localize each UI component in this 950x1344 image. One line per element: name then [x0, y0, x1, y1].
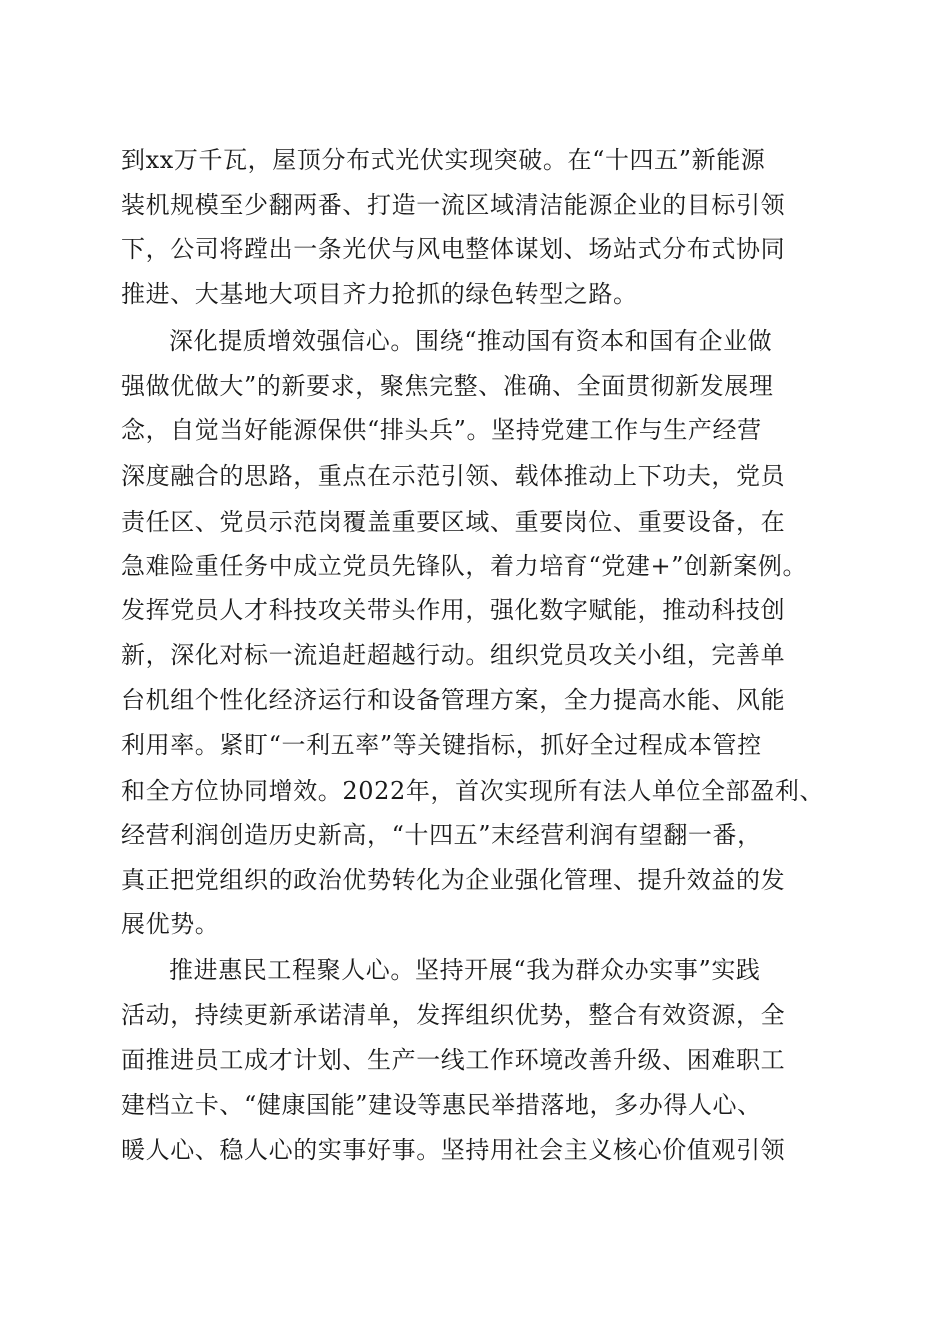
- text-line: 面推进员工成才计划、生产一线工作环境改善升级、困难职工: [121, 1046, 786, 1074]
- text-line: 深度融合的思路，重点在示范引领、载体推动上下功夫，党员: [121, 462, 786, 490]
- paragraph-heading-line: 深化提质增效强信心。围绕“推动国有资本和国有企业做: [169, 327, 773, 355]
- text-line: 装机规模至少翻两番、打造一流区域清洁能源企业的目标引领: [121, 191, 786, 219]
- text-line: 真正把党组织的政治优势转化为企业强化管理、提升效益的发: [121, 866, 786, 894]
- text-line: 急难险重任务中成立党员先锋队，着力培育“党建+”创新案例。: [121, 552, 808, 580]
- text-line: 推进、大基地大项目齐力抢抓的绿色转型之路。: [121, 280, 638, 308]
- paragraph-heading-line: 推进惠民工程聚人心。坚持开展“我为群众办实事”实践: [169, 956, 761, 984]
- text-line: 到xx万千瓦，屋顶分布式光伏实现突破。在“十四五”新能源: [121, 146, 766, 174]
- text-line: 展优势。: [121, 910, 220, 938]
- text-line: 经营利润创造历史新高，“十四五”末经营利润有望翻一番，: [121, 821, 762, 849]
- text-line: 利用率。紧盯“一利五率”等关键指标，抓好全过程成本管控: [121, 731, 762, 759]
- text-line: 和全方位协同增效。2022年，首次实现所有法人单位全部盈利、: [121, 777, 825, 805]
- text-line: 建档立卡、“健康国能”建设等惠民举措落地，多办得人心、: [121, 1091, 762, 1119]
- text-line: 发挥党员人才科技攻关带头作用，强化数字赋能，推动科技创: [121, 596, 786, 624]
- text-line: 活动，持续更新承诺清单，发挥组织优势，整合有效资源，全: [121, 1001, 786, 1029]
- text-line: 责任区、党员示范岗覆盖重要区域、重要岗位、重要设备，在: [121, 508, 786, 536]
- text-line: 念，自觉当好能源保供“排头兵”。坚持党建工作与生产经营: [121, 416, 762, 444]
- text-line: 暖人心、稳人心的实事好事。坚持用社会主义核心价值观引领: [121, 1136, 786, 1164]
- text-line: 台机组个性化经济运行和设备管理方案，全力提高水能、风能: [121, 686, 786, 714]
- text-line: 强做优做大”的新要求，聚焦完整、准确、全面贯彻新发展理: [121, 372, 774, 400]
- text-line: 下，公司将蹚出一条光伏与风电整体谋划、场站式分布式协同: [121, 235, 786, 263]
- text-line: 新，深化对标一流追赶超越行动。组织党员攻关小组，完善单: [121, 641, 786, 669]
